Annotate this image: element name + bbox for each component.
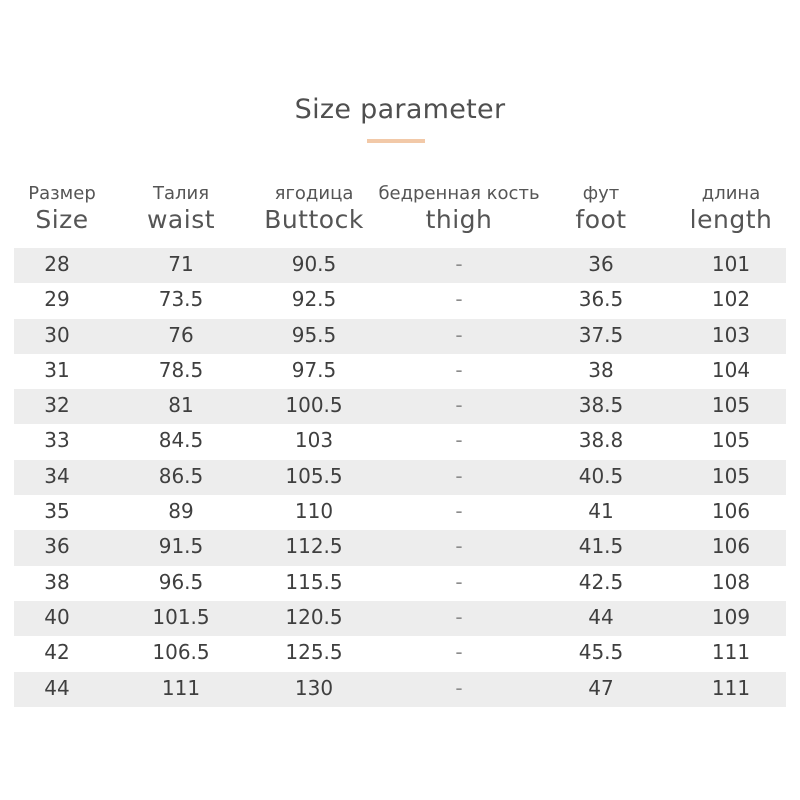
table-row [0, 566, 800, 601]
cell-size: 35 [44, 499, 70, 524]
cell-size: 33 [44, 428, 70, 453]
table-row [0, 460, 800, 495]
cell-foot: 47 [588, 675, 614, 700]
cell-buttock: 110 [294, 499, 334, 524]
table-row [0, 495, 800, 530]
cell-size: 42 [44, 640, 70, 665]
cell-size: 32 [44, 393, 70, 418]
cell-length: 106 [711, 499, 751, 524]
cell-foot: 36 [588, 252, 614, 276]
cell-size: 29 [44, 287, 70, 312]
header-size-ru: Размер [28, 183, 96, 204]
cell-waist: 91.5 [158, 534, 204, 559]
cell-buttock: 130 [294, 675, 334, 700]
header-waist-en: waist [146, 205, 216, 234]
cell-buttock: 97.5 [291, 357, 337, 382]
table-row [0, 601, 800, 636]
header-buttock-ru: ягодица [274, 183, 354, 204]
cell-waist: 76 [168, 322, 194, 347]
cell-foot: 41.5 [578, 534, 624, 559]
cell-buttock: 125.5 [285, 640, 343, 665]
cell-buttock: 103 [294, 428, 334, 453]
title-underline [367, 139, 425, 143]
cell-thigh: - [455, 640, 463, 665]
cell-waist: 81 [168, 393, 194, 418]
cell-buttock: 100.5 [285, 393, 343, 418]
cell-foot: 42.5 [578, 569, 624, 594]
size-table-body [0, 248, 800, 707]
header-buttock-en: Buttock [264, 205, 364, 234]
cell-thigh: - [455, 499, 463, 524]
table-row [0, 319, 800, 354]
row-shading [14, 248, 786, 283]
cell-length: 102 [711, 287, 751, 312]
header-foot-ru: фут [582, 183, 620, 204]
cell-waist: 84.5 [158, 428, 204, 453]
cell-length: 105 [711, 428, 751, 453]
cell-foot: 36.5 [578, 287, 624, 312]
row-shading [14, 672, 786, 707]
cell-length: 104 [711, 357, 751, 382]
row-shading [14, 460, 786, 495]
cell-thigh: - [455, 357, 463, 382]
cell-waist: 89 [168, 499, 194, 524]
cell-size: 36 [44, 534, 70, 559]
row-shading [14, 319, 786, 354]
cell-waist: 71 [168, 252, 194, 276]
cell-length: 101 [711, 252, 751, 276]
header-length-en: length [689, 205, 773, 234]
cell-foot: 38 [588, 357, 614, 382]
table-row [0, 283, 800, 318]
cell-size: 30 [44, 322, 70, 347]
table-row [0, 672, 800, 707]
cell-length: 111 [711, 640, 751, 665]
cell-thigh: - [455, 675, 463, 700]
cell-waist: 86.5 [158, 463, 204, 488]
table-row [0, 530, 800, 565]
header-length-ru: длина [701, 183, 761, 204]
cell-thigh: - [455, 569, 463, 594]
cell-buttock: 90.5 [291, 252, 337, 276]
cell-buttock: 115.5 [285, 569, 343, 594]
cell-waist: 106.5 [152, 640, 210, 665]
cell-size: 40 [44, 604, 70, 629]
table-row [0, 424, 800, 459]
cell-waist: 73.5 [158, 287, 204, 312]
cell-buttock: 112.5 [285, 534, 343, 559]
cell-waist: 101.5 [152, 604, 210, 629]
cell-length: 111 [711, 675, 751, 700]
cell-length: 103 [711, 322, 751, 347]
cell-foot: 38.5 [578, 393, 624, 418]
cell-size: 44 [44, 675, 70, 700]
row-shading [14, 389, 786, 424]
header-thigh-en: thigh [425, 205, 493, 234]
header-waist-ru: Талия [152, 183, 210, 204]
header-foot-en: foot [575, 205, 627, 234]
cell-buttock: 105.5 [285, 463, 343, 488]
cell-size: 38 [44, 569, 70, 594]
cell-thigh: - [455, 604, 463, 629]
table-header [0, 183, 800, 243]
cell-waist: 111 [161, 675, 201, 700]
cell-thigh: - [455, 287, 463, 312]
cell-foot: 45.5 [578, 640, 624, 665]
cell-foot: 44 [588, 604, 614, 629]
cell-length: 108 [711, 569, 751, 594]
cell-length: 109 [711, 604, 751, 629]
cell-size: 34 [44, 463, 70, 488]
cell-length: 106 [711, 534, 751, 559]
table-row [0, 248, 800, 283]
cell-thigh: - [455, 463, 463, 488]
table-row [0, 389, 800, 424]
table-row [0, 636, 800, 671]
row-shading [14, 601, 786, 636]
cell-foot: 38.8 [578, 428, 624, 453]
cell-size: 31 [44, 357, 70, 382]
header-thigh-ru: бедренная кость [378, 183, 540, 204]
cell-waist: 96.5 [158, 569, 204, 594]
cell-thigh: - [455, 322, 463, 347]
cell-buttock: 120.5 [285, 604, 343, 629]
cell-foot: 37.5 [578, 322, 624, 347]
cell-thigh: - [455, 252, 463, 276]
cell-waist: 78.5 [158, 357, 204, 382]
cell-size: 28 [44, 252, 70, 276]
table-row [0, 354, 800, 389]
cell-foot: 40.5 [578, 463, 624, 488]
cell-length: 105 [711, 463, 751, 488]
cell-length: 105 [711, 393, 751, 418]
header-size-en: Size [35, 205, 89, 234]
cell-thigh: - [455, 428, 463, 453]
page-title: Size parameter [294, 94, 506, 125]
row-shading [14, 530, 786, 565]
cell-thigh: - [455, 393, 463, 418]
cell-buttock: 95.5 [291, 322, 337, 347]
cell-thigh: - [455, 534, 463, 559]
cell-buttock: 92.5 [291, 287, 337, 312]
cell-foot: 41 [588, 499, 614, 524]
